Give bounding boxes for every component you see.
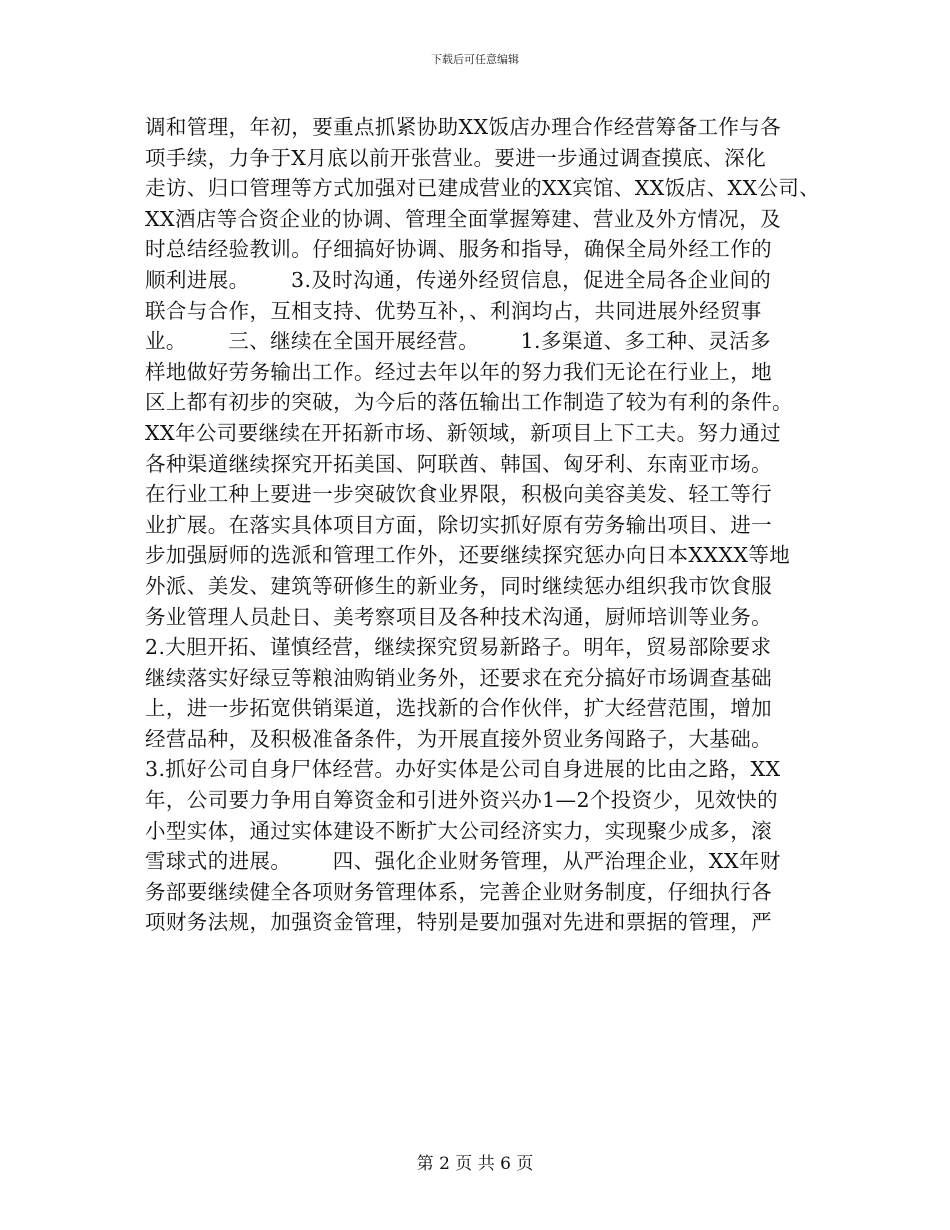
text-line: 年，公司要力争用自筹资金和引进外资兴办1—2个投资少，见效快的 bbox=[145, 788, 778, 813]
text-line: 区上都有初步的突破，为今后的落伍输出工作制造了较为有利的条件。 bbox=[145, 390, 793, 415]
text-line: 经营品种，及积极准备条件，为开展直接外贸业务闯路子，大基础。 bbox=[145, 726, 772, 751]
text-line: 小型实体，通过实体建设不断扩大公司经济实力，实现聚少成多，滚 bbox=[145, 818, 772, 843]
text-line: 走访、归口管理等方式加强对已建成营业的XX宾馆、XX饭店、XX公司、 bbox=[145, 176, 821, 201]
text-line: 雪球式的进展。 四、强化企业财务管理，从严治理企业，XX年财 bbox=[145, 849, 781, 874]
page-header: 下载后可任意编辑 bbox=[431, 53, 519, 66]
text-line: XX年公司要继续在开拓新市场、新领域，新项目上下工夫。努力通过 bbox=[145, 420, 782, 445]
text-line: 各种渠道继续探究开拓美国、阿联酋、韩国、匈牙利、东南亚市场。 bbox=[145, 451, 772, 476]
text-line: 继续落实好绿豆等粮油购销业务外，还要求在充分搞好市场调查基础 bbox=[145, 665, 772, 690]
text-line: 务业管理人员赴日、美考察项目及各种技术沟通，厨师培训等业务。 bbox=[145, 604, 772, 629]
text-line: XX酒店等合资企业的协调、管理全面掌握筹建、营业及外方情况，及 bbox=[145, 206, 782, 231]
text-line: 调和管理，年初，要重点抓紧协助XX饭店办理合作经营筹备工作与各 bbox=[145, 115, 782, 139]
text-line: 项财务法规，加强资金管理，特别是要加强对先进和票据的管理，严 bbox=[145, 910, 772, 935]
text-line: 业扩展。在落实具体项目方面，除切实抓好原有劳务输出项目、进一 bbox=[145, 512, 772, 537]
page-number-footer: 第 2 页 共 6 页 bbox=[416, 1154, 534, 1174]
text-line: 联合与合作，互相支持、优势互补，、利润均占，共同进展外经贸事 bbox=[145, 298, 762, 323]
text-line: 上，进一步拓宽供销渠道，选找新的合作伙伴，扩大经营范围，增加 bbox=[145, 696, 772, 721]
document-body bbox=[145, 112, 825, 938]
text-line: 项手续，力争于X月底以前开张营业。要进一步通过调查摸底、深化 bbox=[145, 145, 767, 170]
text-line: 时总结经验教训。仔细搞好协调、服务和指导，确保全局外经工作的 bbox=[145, 237, 772, 262]
text-line: 样地做好劳务输出工作。经过去年以年的努力我们无论在行业上，地 bbox=[145, 359, 772, 384]
text-line: 2.大胆开拓、谨慎经营，继续探究贸易新路子。明年，贸易部除要求 bbox=[145, 635, 772, 660]
text-line: 外派、美发、建筑等研修生的新业务，同时继续惩办组织我市饮食服 bbox=[145, 573, 772, 598]
text-line: 顺利进展。 3.及时沟通，传递外经贸信息，促进全局各企业间的 bbox=[145, 267, 772, 292]
text-line: 在行业工种上要进一步突破饮食业界限，积极向美容美发、轻工等行 bbox=[145, 482, 772, 507]
text-line: 业。 三、继续在全国开展经营。 1.多渠道、多工种、灵活多 bbox=[145, 329, 771, 354]
text-line: 步加强厨师的选派和管理工作外，还要继续探究惩办向日本XXXX等地 bbox=[145, 543, 791, 568]
text-line: 务部要继续健全各项财务管理体系，完善企业财务制度，仔细执行各 bbox=[145, 879, 772, 904]
text-line: 3.抓好公司自身尸体经营。办好实体是公司自身进展的比由之路，XX bbox=[145, 757, 781, 782]
